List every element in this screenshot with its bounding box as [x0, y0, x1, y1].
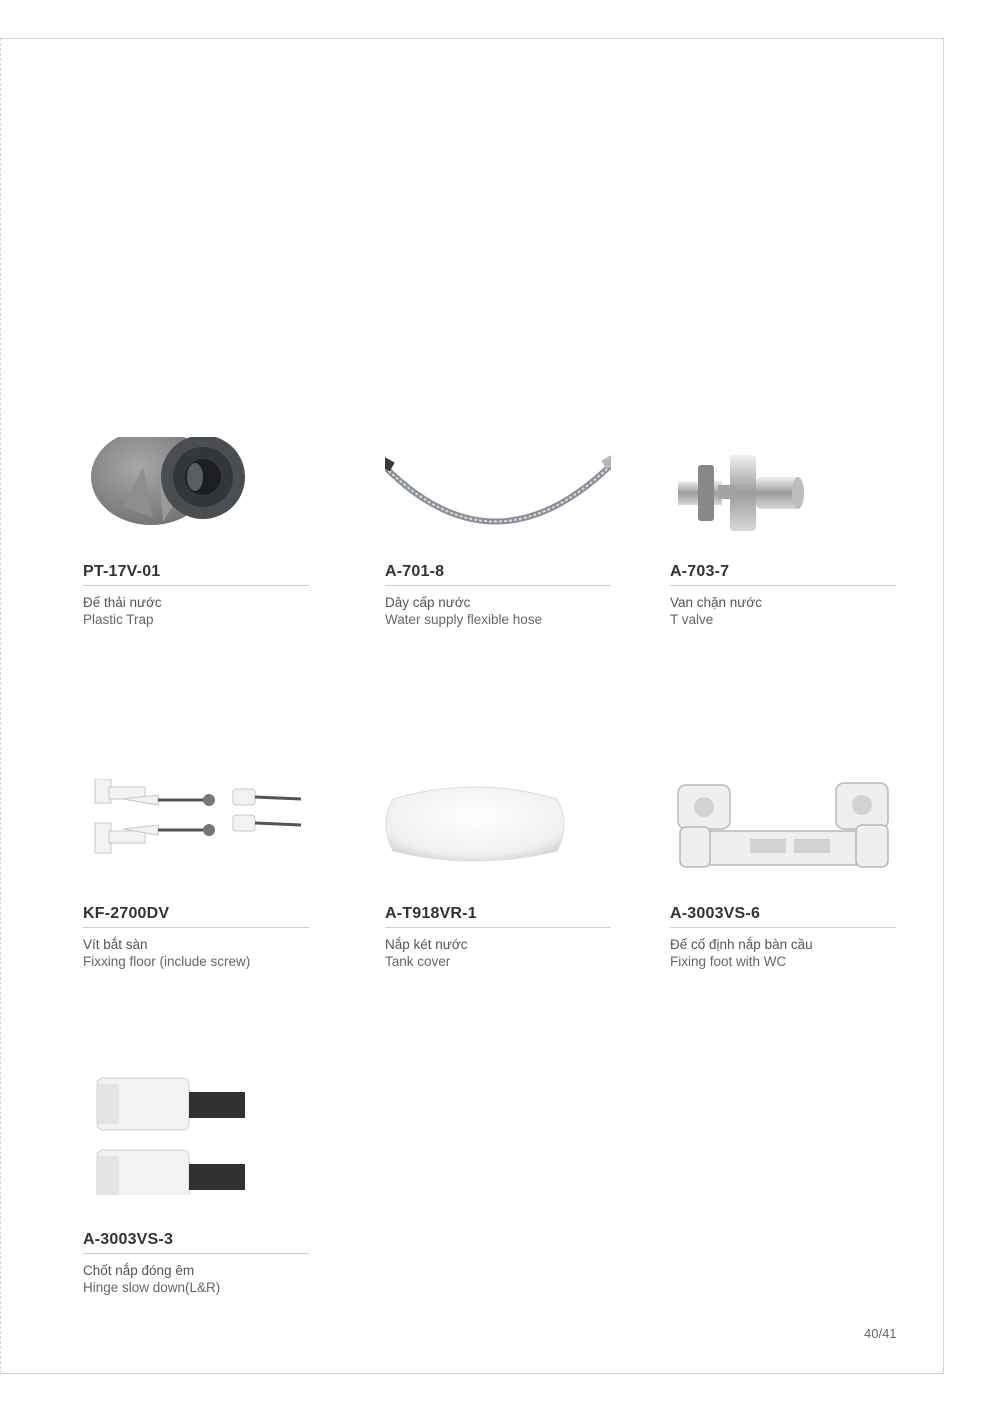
- product-name-en: Plastic Trap: [83, 612, 154, 627]
- tank-cover-icon: [385, 779, 611, 889]
- divider: [83, 585, 309, 586]
- product-name-en: T valve: [670, 612, 714, 627]
- divider: [83, 927, 309, 928]
- product-code: A-T918VR-1: [385, 905, 477, 922]
- product-name-vi: Nắp két nước: [385, 937, 468, 952]
- divider: [385, 927, 611, 928]
- product-name-vi: Dây cấp nước: [385, 595, 471, 610]
- product-name-en: Water supply flexible hose: [385, 612, 543, 627]
- product-name-vi: Chốt nắp đóng êm: [83, 1263, 195, 1278]
- product-code: A-701-8: [385, 563, 445, 580]
- product-name-vi: Van chặn nước: [670, 595, 762, 610]
- product-code: A-3003VS-6: [670, 905, 761, 922]
- product-name-en: Fixxing floor (include screw): [83, 954, 251, 969]
- product-name-en: Fixing foot with WC: [670, 954, 787, 969]
- product-name-vi: Đế thải nước: [83, 595, 162, 610]
- page-number: 40/41: [864, 1326, 897, 1341]
- product-name-vi: Đế cố định nắp bàn cầu: [670, 937, 813, 952]
- product-name-vi: Vít bắt sàn: [83, 937, 148, 952]
- product-code: PT-17V-01: [83, 563, 161, 580]
- flexible-hose-icon: [385, 437, 611, 547]
- product-code: A-3003VS-3: [83, 1231, 174, 1248]
- divider: [83, 1253, 309, 1254]
- product-name-en: Hinge slow down(L&R): [83, 1280, 221, 1295]
- fixing-foot-icon: [670, 779, 896, 889]
- floor-screw-set-icon: [83, 779, 309, 889]
- product-name-en: Tank cover: [385, 954, 451, 969]
- divider: [670, 927, 896, 928]
- plastic-trap-icon: [83, 437, 309, 547]
- divider: [385, 585, 611, 586]
- t-valve-icon: [670, 437, 896, 547]
- product-code: A-703-7: [670, 563, 730, 580]
- product-code: KF-2700DV: [83, 905, 170, 922]
- divider: [670, 585, 896, 586]
- slow-close-hinge-icon: [83, 1055, 309, 1195]
